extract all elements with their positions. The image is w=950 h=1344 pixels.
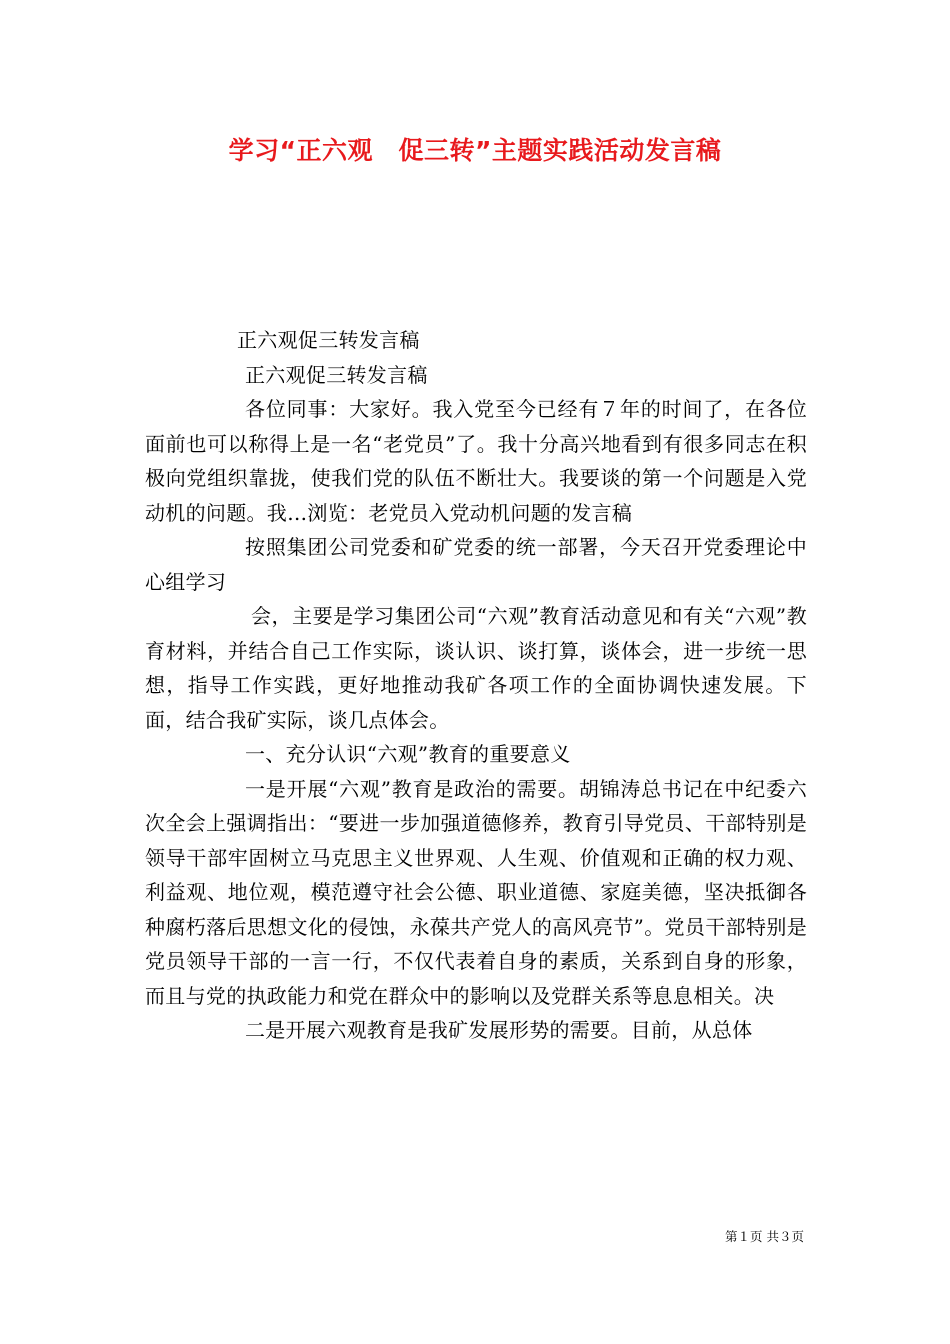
subtitle-line-2: 正六观促三转发言稿	[245, 362, 428, 387]
paragraph-point-1: 一是开展“六观”教育是政治的需要。胡锦涛总书记在中纪委六次全会上强调指出：“要进一步加强道德修养，教育引导党员、干部特别是领导干部牢固树立马克思主义世界观、人生观、价值观和正确的权力观、利益观、地位观，模范遵守社会公德、职业道德、家庭美德，坚决抵御各种腐朽落后思想文化的侵蚀，永葆共产党人的高风亮节”。党员干部特别是党员领导干部的一言一行，不仅代表着自身的素质，关系到自身的形象，而且与党的执政能力和党在群众中的影响以及党群关系等息息相关。决	[145, 776, 807, 1008]
subtitle-line-1: 正六观促三转发言稿	[237, 328, 420, 352]
paragraph-meeting: 会，主要是学习集团公司“六观”教育活动意见和有关“六观”教育材料，并结合自己工作实际，谈认识、谈打算，谈体会，进一步统一思想，指导工作实践，更好地推动我矿各项工作的全面协调快速发展。下面，结合我矿实际，谈几点体会。	[145, 604, 807, 732]
page-number-footer: 第１页 共３页	[725, 1229, 804, 1244]
paragraph-point-2: 二是开展六观教育是我矿发展形势的需要。目前，从总体	[245, 1018, 753, 1042]
document-title: 学习“正六观 促三转”主题实践活动发言稿	[228, 136, 722, 165]
section-heading-1: 一、充分认识“六观”教育的重要意义	[245, 742, 571, 766]
paragraph-greeting: 各位同事：大家好。我入党至今已经有７年的时间了，在各位面前也可以称得上是一名“老党员”了。我十分高兴地看到有很多同志在积极向党组织靠拢，使我们党的队伍不断壮大。我要谈的第一个问题是入党动机的问题。我…浏览：老党员入党动机问题的发言稿	[145, 397, 807, 525]
document-body	[145, 323, 807, 1048]
paragraph-deployment: 按照集团公司党委和矿党委的统一部署，今天召开党委理论中心组学习	[145, 535, 807, 594]
